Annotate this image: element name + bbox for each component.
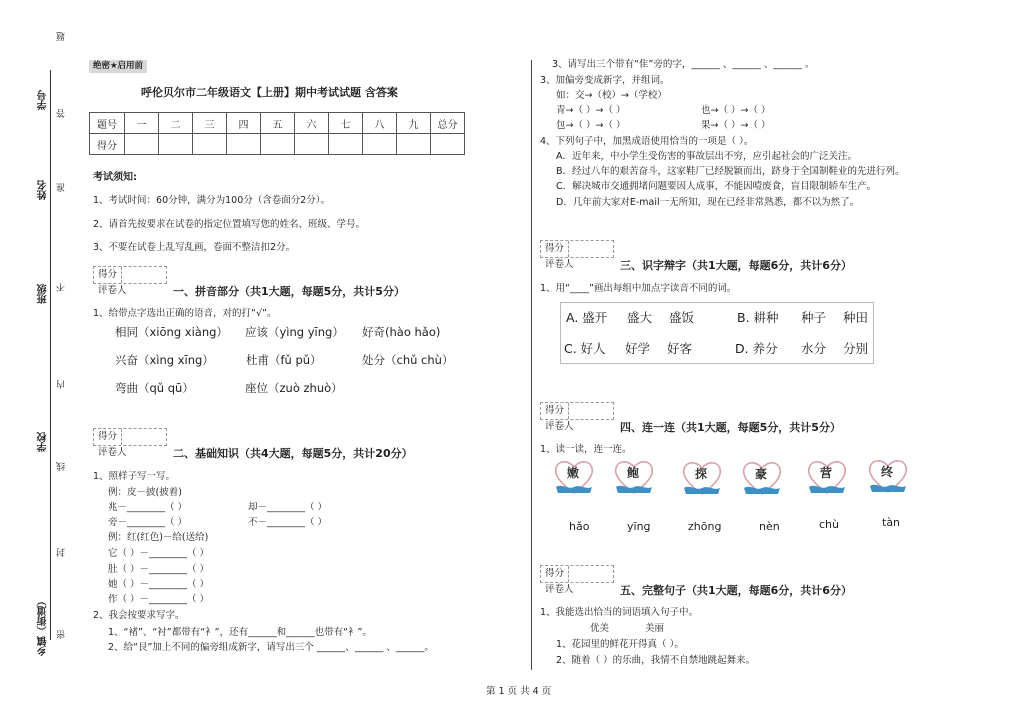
grader-person-label: 评卷人 [545,421,574,432]
margin-label-xingming: 姓名 [38,180,49,200]
margin-char: 不 [57,283,67,292]
pinyin-choice[interactable]: 相同（xiōng xiàng） [115,325,228,339]
heart-char: 探 [695,467,708,481]
heart-card[interactable] [612,457,656,497]
fill-line[interactable]: 果→（ ）→（ ） [701,120,771,131]
section-2-title: 二、基础知识（共4大题，每题5分，共计20分） [173,447,413,460]
question: 1、给带点字选出正确的语音，对的打“√”。 [93,308,277,319]
pinyin-choice[interactable]: 好奇(hào hǎo) [362,325,441,339]
pinyin-choice[interactable]: 处分（chǔ chù） [362,353,454,367]
margin-char: 准 [57,183,67,192]
fill-line[interactable]: 青→（ ）→（ ） [556,105,626,116]
score-cell[interactable] [125,134,159,155]
grader-score-label: 得分 [545,405,565,416]
grader-box [93,266,167,296]
margin-label-xuehao: 学号 [38,90,49,110]
grader-person-label: 评卷人 [545,584,574,595]
heart-card[interactable] [552,457,596,497]
fill-line[interactable]: 1、“褚”、“衬”都带有“衤”，还有______和______也带有“衤”。 [108,627,372,638]
choice-option[interactable]: B．经过八年的艰苦奋斗，这家鞋厂已经脱颖而出，跻身于全国制鞋业的先进行列。 [556,166,905,177]
pinyin-item[interactable]: hǎo [569,520,590,533]
char-option[interactable]: 种田 [843,310,869,325]
notice-item: 2、请首先按要求在试卷的指定位置填写您的姓名、班级、学号。 [93,219,366,230]
score-header-cell: 四 [227,113,261,134]
heart-char: 鲍 [627,466,640,480]
grader-person-label: 评卷人 [98,285,127,296]
fill-line[interactable]: 1、花园里的鲜花开得真（ ）。 [556,639,684,650]
fill-line[interactable]: 却－________（ ） [248,502,328,513]
score-cell[interactable] [431,134,465,155]
score-header-cell: 三 [193,113,227,134]
pinyin-item[interactable]: yīng [627,520,651,533]
char-option[interactable]: A. 盛开 [566,310,608,325]
margin-char: 内 [57,380,67,389]
margin-label-banji: 班级 [38,284,49,304]
fill-line[interactable]: 也→（ ）→（ ） [701,105,771,116]
char-option[interactable]: 盛饭 [669,310,695,325]
grader-person-label: 评卷人 [545,259,574,270]
fill-line[interactable]: 它（ ）－________（ ） [108,548,210,559]
score-header-cell: 二 [159,113,193,134]
pinyin-item[interactable]: zhōng [688,520,722,533]
section-5-title: 五、完整句子（共1大题，每题6分，共计6分） [620,584,852,597]
page-title: 呼伦贝尔市二年级语文【上册】期中考试试题 含答案 [141,86,398,99]
grader-score-label: 得分 [545,568,565,579]
word-option[interactable]: 优美 [590,623,610,634]
margin-char: 线 [57,462,67,471]
question: 1、用“____”画出每组中加点字读音不同的词。 [540,283,737,294]
column-divider [531,60,532,670]
question: 1、读一读，连一连。 [540,444,632,455]
score-cell[interactable] [329,134,363,155]
choice-option[interactable]: A．近年来，中小学生受伤害的事故层出不穷，应引起社会的广泛关注。 [556,151,857,162]
score-value-row [90,134,465,155]
score-row-label: 得分 [90,134,125,155]
example-line: 例：红(红色)－给(送给) [108,532,209,543]
score-cell[interactable] [363,134,397,155]
pinyin-item[interactable]: chù [819,518,839,531]
margin-label-xuexiao: 学校 [38,432,49,452]
grader-score-label: 得分 [98,431,118,442]
char-option[interactable]: 盛大 [627,310,653,325]
margin-char: 答 [57,109,67,118]
fill-line[interactable]: 兆－________（ ） [108,502,188,513]
margin-char: 题 [57,32,67,41]
heart-card[interactable] [680,458,724,498]
score-cell[interactable] [159,134,193,155]
pinyin-item[interactable]: nèn [759,520,780,533]
fill-line[interactable]: 包→（ ）→（ ） [556,120,626,131]
question: 3、加偏旁变成新字，并组词。 [540,75,670,86]
score-cell[interactable] [397,134,431,155]
margin-char: 密 [57,630,67,639]
score-header-cell: 九 [397,113,431,134]
heart-card[interactable] [740,458,784,498]
fill-line[interactable]: 2、给“艮”加上不同的偏旁组成新字，请写出三个 ______、______ 、______。 [108,642,434,653]
score-header-cell: 八 [363,113,397,134]
section-3-title: 三、识字辩字（共1大题，每题6分，共计6分） [620,259,852,272]
fill-line[interactable]: 她（ ）－________（ ） [108,579,210,590]
margin-label-xiangzhen: 乡镇（街道） [38,596,49,656]
grader-box [540,565,614,595]
char-option[interactable]: 好学 [625,341,651,356]
pinyin-item[interactable]: tàn [882,516,901,529]
heart-card[interactable] [805,457,849,497]
choice-option[interactable]: D．几年前大家对E-mail一无所知，现在已经非常熟悉，都不以为然了。 [556,197,860,208]
section-4-title: 四、连一连（共1大题，每题5分，共计5分） [620,421,841,434]
grader-score-label: 得分 [98,269,118,280]
char-option[interactable]: 种子 [801,310,827,325]
score-header-row [90,113,465,134]
score-header-cell: 六 [295,113,329,134]
char-option[interactable]: C. 好人 [564,341,606,356]
score-header-cell: 五 [261,113,295,134]
score-cell[interactable] [295,134,329,155]
pinyin-choice[interactable]: 座位（zuò zhuò） [245,381,343,395]
example-line: 如：交→（校）→（学校） [556,90,667,101]
word-option[interactable]: 美丽 [645,623,665,634]
section-1-title: 一、拼音部分（共1大题，每题5分，共计5分） [173,285,405,298]
heart-char: 豪 [755,467,768,481]
char-option[interactable]: 分别 [843,341,869,356]
grader-box [93,428,167,458]
score-header-cell: 题号 [90,113,125,134]
example-line: 例：皮－披(披着) [108,487,182,498]
grader-score-label: 得分 [545,243,565,254]
score-header-cell: 七 [329,113,363,134]
heart-char: 营 [820,466,833,480]
score-cell[interactable] [193,134,227,155]
score-header-cell: 一 [125,113,159,134]
choice-option[interactable]: C．解决城市交通拥堵问题要因人成事，不能因噎废食，盲目限制轿车生产。 [556,181,877,192]
secret-badge: 绝密★启用前 [89,60,147,73]
question: 1、照样子写一写。 [93,471,176,482]
score-table [89,112,465,155]
grader-box [540,240,614,270]
pinyin-choice[interactable]: 兴奋（xìng xīng） [115,353,214,367]
score-cell[interactable] [227,134,261,155]
char-option[interactable]: 好客 [667,341,693,356]
page-number: 第 1 页 共 4 页 [486,686,552,697]
heart-card[interactable] [866,456,910,496]
question: 4、下列句子中，加黑成语使用恰当的一项是（ ）。 [540,136,754,147]
heart-char: 嫩 [567,466,580,480]
heart-char: 终 [881,465,894,479]
char-option[interactable]: 水分 [801,341,827,356]
fill-line[interactable]: 3、请写出三个带有“隹”旁的字，______ 、______ 、______ 。 [552,59,815,70]
grader-box [540,402,614,432]
score-header-cell: 总分 [431,113,465,134]
fill-line[interactable]: 作（ ）－________（ ） [108,594,210,605]
pinyin-choice[interactable]: 应该（yìng yīng） [245,325,344,339]
pinyin-choice[interactable]: 杜甫（fǔ pǔ） [246,353,322,367]
pinyin-choice[interactable]: 弯曲（qǔ qū） [115,381,194,395]
notice-item: 3、不要在试卷上乱写乱画，卷面不整洁扣2分。 [93,242,296,253]
fill-line[interactable]: 旁－________（ ） [108,517,188,528]
fill-line[interactable]: 不－________（ ） [248,517,328,528]
notice-title: 考试须知: [93,172,137,183]
char-option[interactable]: D. 养分 [735,341,778,356]
char-option[interactable]: B. 耕种 [737,310,779,325]
question: 1、我能选出恰当的词语填入句子中。 [540,607,699,618]
fill-line[interactable]: 肚（ ）－________（ ） [108,564,210,575]
margin-line [50,70,51,640]
question: 2、我会按要求写字。 [93,610,185,621]
margin-char: 封 [57,548,67,557]
grader-person-label: 评卷人 [98,447,127,458]
notice-item: 1、考试时间：60分钟，满分为100分（含卷面分2分）。 [93,195,331,206]
fill-line[interactable]: 2、随着（ ）的乐曲，我情不自禁地跳起舞来。 [556,655,756,666]
score-cell[interactable] [261,134,295,155]
